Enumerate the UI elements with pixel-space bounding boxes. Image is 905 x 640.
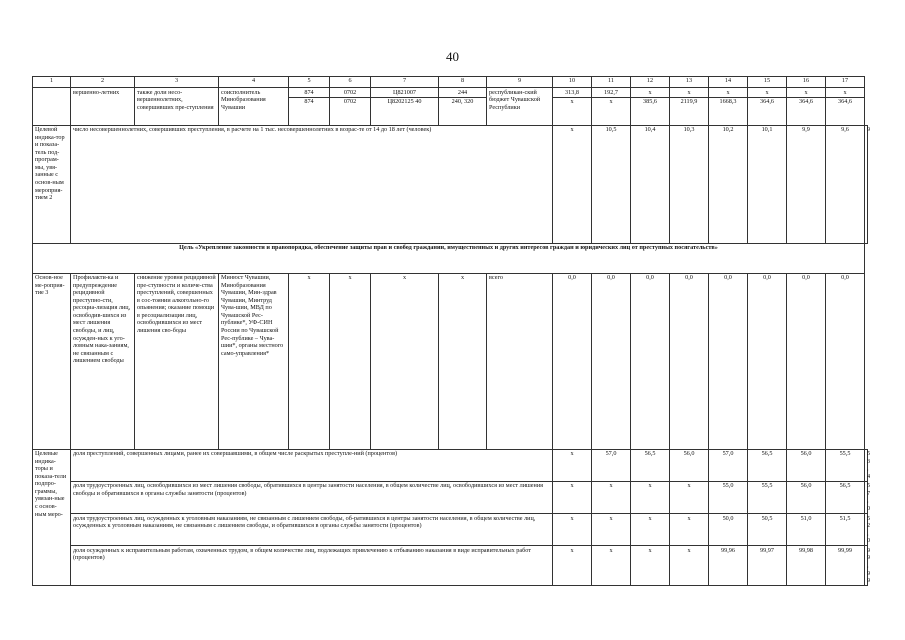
cell-value: 0,0 — [592, 273, 631, 449]
goal-text: Цель «Укрепление законности и правопорядка, обеспечение защиты прав и свобод гражданин, имущественных и других интересов граждан и юридических лиц от преступных посягательств» — [33, 243, 865, 273]
col-num: 6 — [330, 77, 371, 88]
cell-value: x — [553, 97, 592, 125]
cell-value: 0,0 — [553, 273, 592, 449]
cell-value: x — [592, 546, 631, 586]
col-num: 4 — [219, 77, 289, 88]
cell-value: x — [553, 481, 592, 513]
cell-value: 56,5 — [748, 449, 787, 481]
col-num: 12 — [631, 77, 670, 88]
cell-value: 0,0 — [631, 273, 670, 449]
cell-value: 0,0 — [748, 273, 787, 449]
indicator3-row — [33, 481, 868, 513]
cell-value: 10,2 — [709, 125, 748, 243]
cell-vr: 244 — [439, 88, 487, 98]
measure-executor: Минюст Чувашии, Минобразования Чувашии, Мин-здрав Чувашии, Минтруд Чува-шии, МВД по Чувашской Рес-публике*, УФ-СИН России по Чувашской Рес-публике – Чува-шии*, органы местного само-управления* — [219, 273, 289, 449]
col-num: 1 — [33, 77, 71, 88]
cell-rzpr: x — [330, 273, 371, 449]
cell-value: x — [670, 514, 709, 546]
measure-result: снижение уровня рецидивной пре-ступности и количе-ства преступлений, совершенных в сос-тоянии алкогольно-го опьянения; оказание помощи в ресоциализации лиц, освободившихся из мест лишения сво-боды — [135, 273, 219, 449]
cell-value: 51,0 — [787, 514, 826, 546]
indicator3-row — [33, 514, 868, 546]
indicator-text: доля трудоустроенных лиц, освободившихся из мест лишения свободы, обратившихся в центры занятости населения, в общем количестве лиц, освободившихся из мест лишения свободы и обратившихся в органы службы занятости (процентов) — [71, 481, 553, 513]
cell-value: 313,8 — [553, 88, 592, 98]
cell-value: 10,3 — [670, 125, 709, 243]
cell-value: 364,6 — [787, 97, 826, 125]
col-num: 16 — [787, 77, 826, 88]
budget-table — [32, 76, 871, 586]
cell-value: 55,5 — [826, 449, 865, 481]
cell-value: 50,0 — [709, 514, 748, 546]
cell-value: 0,0 — [709, 273, 748, 449]
cell-value: 55,5 — [748, 481, 787, 513]
cell-rzpr: 0702 — [330, 97, 371, 125]
cell-empty — [33, 88, 71, 126]
cell-value: x — [670, 546, 709, 586]
col-num: 13 — [670, 77, 709, 88]
cell-value: 57,0 — [592, 449, 631, 481]
cell-value: x — [787, 88, 826, 98]
col-num: 5 — [289, 77, 330, 88]
cell-value: 10,1 — [748, 125, 787, 243]
col-num: 3 — [135, 77, 219, 88]
cell-value: 56,5 — [826, 481, 865, 513]
cell-vr: x — [439, 273, 487, 449]
continuation-row-1 — [33, 88, 868, 98]
cell-value: 10,5 — [592, 125, 631, 243]
measure3-row — [33, 273, 868, 449]
cell-source: республикан-ский бюджет Чувашской Республики — [487, 88, 553, 126]
indicator-label: Целевой индика-тор и показа-тель под-програм-мы, увя-занные с основ-ным мероприя-тием 2 — [33, 125, 71, 243]
col-num: 9 — [487, 77, 553, 88]
cell-value: x — [631, 514, 670, 546]
cell-vr: 240, 320 — [439, 97, 487, 125]
cell-value: x — [553, 514, 592, 546]
cell-measure-name: вершенно-летних — [71, 88, 135, 126]
cell-executor: соисполнитель Минобразования Чувашии — [219, 88, 289, 126]
cell-value: 0,0 — [826, 273, 865, 449]
cell-value: 385,6 — [631, 97, 670, 125]
col-num: 2 — [71, 77, 135, 88]
cell-value: x — [670, 481, 709, 513]
cell-value: 55,0 — [709, 481, 748, 513]
cell-csr: x — [371, 273, 439, 449]
col-num: 17 — [826, 77, 865, 88]
cell-source: всего — [487, 273, 553, 449]
cell-value: 364,6 — [826, 97, 865, 125]
cell-value: 9 — [865, 125, 868, 243]
cell-value: 99,99 — [865, 546, 868, 586]
indicator-text: доля осужденных к исправительным работам, охваченных трудом, в общем количестве лиц, подлежащих привлечению к отбыванию наказания в виде исправительных работ (процентов) — [71, 546, 553, 586]
cell-value: x — [592, 514, 631, 546]
cell-value: 53,4 — [865, 449, 868, 481]
cell-value: 56,0 — [670, 449, 709, 481]
indicator3-row — [33, 449, 868, 481]
cell-value: 9,6 — [826, 125, 865, 243]
cell-value: x — [592, 97, 631, 125]
cell-value: 57,0 — [865, 481, 868, 513]
cell-value: x — [592, 481, 631, 513]
cell-value: 51,5 — [826, 514, 865, 546]
cell-value: 56,0 — [787, 481, 826, 513]
cell-value: 99,97 — [748, 546, 787, 586]
cell-value: 56,0 — [787, 449, 826, 481]
cell-rzpr: 0702 — [330, 88, 371, 98]
indicator-text: доля трудоустроенных лиц, осужденных к уголовным наказаниям, не связанным с лишением свободы, об-ратившихся в центры занятости населения, в общем количестве лиц, осужденных к уголовным наказаниям, не связанным с лишением свободы, и обратившихся в органы службы занятости (процентов) — [71, 514, 553, 546]
measure-label: Основ-ное ме-роприя-тие 3 — [33, 273, 71, 449]
col-num: 14 — [709, 77, 748, 88]
cell-value: 50,5 — [748, 514, 787, 546]
col-num: 10 — [553, 77, 592, 88]
cell-value: 57,0 — [709, 449, 748, 481]
cell-grbs: 874 — [289, 88, 330, 98]
indicator3-row — [33, 546, 868, 586]
cell-value: 0,0 — [670, 273, 709, 449]
cell-value: 52,0 — [865, 514, 868, 546]
cell-value: 364,6 — [748, 97, 787, 125]
cell-value: x — [826, 88, 865, 98]
indicator-label: Целевые индика-торы и показа-тели подпро-граммы, увязан-ные с основ-ным меро- — [33, 449, 71, 586]
cell-result: также доли несо-вершеннолетних, совершивших пре-ступления — [135, 88, 219, 126]
col-num: 15 — [748, 77, 787, 88]
cell-value: 192,7 — [592, 88, 631, 98]
indicator-text: число несовершеннолетних, совершивших преступления, в расчете на 1 тыс. несовершеннолетних в возрас-те от 14 до 18 лет (человек) — [71, 125, 553, 243]
cell-grbs: x — [289, 273, 330, 449]
indicator2-row — [33, 125, 868, 243]
measure-name: Профилакти-ка и предупреждение рецидивной преступно-сти, ресоциа-лизация лиц, освободив-шихся из мест лишения свободы, и лиц, осужден-ных к уго-ловным нака-заниям, не связанным с лишением свободы — [71, 273, 135, 449]
goal-row — [33, 243, 868, 273]
cell-value: 99,98 — [787, 546, 826, 586]
cell-value: x — [709, 88, 748, 98]
cell-grbs: 874 — [289, 97, 330, 125]
cell-value: x — [631, 481, 670, 513]
cell-value: 10,4 — [631, 125, 670, 243]
col-num: 11 — [592, 77, 631, 88]
cell-value: x — [553, 125, 592, 243]
column-number-row — [33, 77, 868, 88]
cell-csr: Ц8202125 40 — [371, 97, 439, 125]
cell-value: 56,5 — [631, 449, 670, 481]
cell-value: 1668,3 — [709, 97, 748, 125]
cell-value: x — [748, 88, 787, 98]
col-num: 7 — [371, 77, 439, 88]
cell-value: x — [631, 88, 670, 98]
page-number: 40 — [446, 49, 459, 64]
col-num: 8 — [439, 77, 487, 88]
cell-value: 0,0 — [787, 273, 826, 449]
cell-value: 9,9 — [787, 125, 826, 243]
cell-value: 99,99 — [826, 546, 865, 586]
cell-value: 2119,9 — [670, 97, 709, 125]
cell-value: x — [553, 546, 592, 586]
indicator-text: доля преступлений, совершенных лицами, ранее их совершавшими, в общем числе раскрытых преступле-ний (процентов) — [71, 449, 553, 481]
cell-value: x — [631, 546, 670, 586]
cell-value: x — [553, 449, 592, 481]
cell-value: 99,96 — [709, 546, 748, 586]
cell-csr: Ц821007 — [371, 88, 439, 98]
cell-value: x — [670, 88, 709, 98]
